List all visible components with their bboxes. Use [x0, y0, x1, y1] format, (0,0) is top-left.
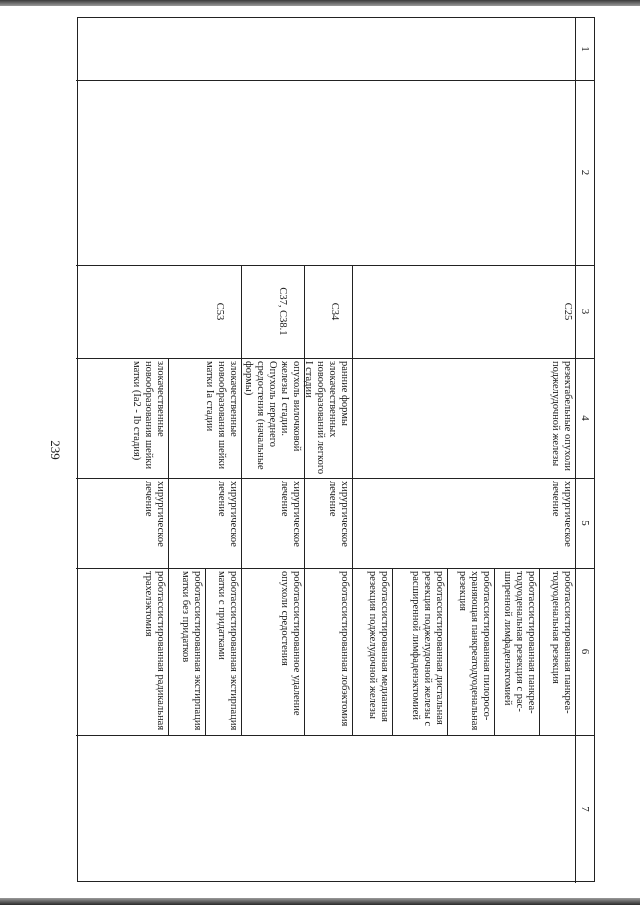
column-divider — [76, 80, 594, 81]
row-code: C25 — [562, 302, 573, 321]
row-method: роботассистированная лобэктомия — [339, 571, 350, 727]
row-treatment-type: хирургическое лечение — [327, 481, 350, 547]
column-number-1: 1 — [579, 46, 591, 52]
row-method: роботассистированная радикальная трахелэктомия — [143, 571, 166, 731]
row-method: роботассистированная экстирпация матки без придатков — [180, 571, 203, 731]
row-diagnosis: резектабельные опухоли поджелудочной железы — [550, 361, 573, 471]
row-diagnosis: злокачественные новообразования шейки матки Ia стадии — [204, 361, 239, 470]
row-method: роботассистированная медианная резекция поджелудочной железы — [367, 571, 390, 722]
row-code: C37, C38.1 — [277, 287, 288, 336]
column-number-5: 5 — [579, 520, 591, 526]
row-treatment-type: хирургическое лечение — [216, 481, 239, 547]
column-number-2: 2 — [579, 169, 591, 176]
header-rule — [575, 18, 576, 883]
column-number-3: 3 — [579, 308, 591, 315]
row-code: C53 — [214, 302, 225, 321]
procedures-table — [77, 17, 595, 882]
row-method: роботассистированное удаление опухоли средостения — [279, 571, 302, 716]
column-number-7: 7 — [579, 806, 591, 812]
row-method: роботассистированная экстирпация матки с придатками — [216, 571, 239, 731]
row-code: C34 — [329, 302, 340, 321]
scan-edge-top — [0, 0, 640, 6]
row-diagnosis: опухоль вилочковой железы I стадии. Опухоль переднего средостения (начальные формы) — [243, 361, 302, 470]
row-method: роботассистированная панкреатодуоденальная резекция — [550, 571, 573, 714]
row-treatment-type: хирургическое лечение — [279, 481, 302, 547]
page-number: 239 — [48, 440, 63, 460]
row-treatment-type: хирургическое лечение — [550, 481, 573, 547]
row-method: роботассистированная дистальная резекция поджелудочной железы с расширенной лимфаденэктомией — [410, 571, 445, 727]
row-diagnosis: злокачественные новообразования шейки матки (Ia2 - Ib стадия) — [131, 361, 166, 470]
row-method: роботассистированная панкреатодуоденальная резекция с расширенной лимфаденэктомией — [502, 571, 537, 714]
column-divider — [76, 735, 594, 736]
row-treatment-type: хирургическое лечение — [143, 481, 166, 547]
column-number-6: 6 — [579, 648, 591, 655]
row-method: роботассистированная пилоросохраняющая панкреатодуоденальная резекция — [457, 571, 492, 731]
scan-edge-bottom — [0, 898, 640, 905]
row-diagnosis: ранние формы злокачественных новообразований легкого I стадии — [303, 361, 350, 475]
column-number-4: 4 — [579, 415, 591, 421]
